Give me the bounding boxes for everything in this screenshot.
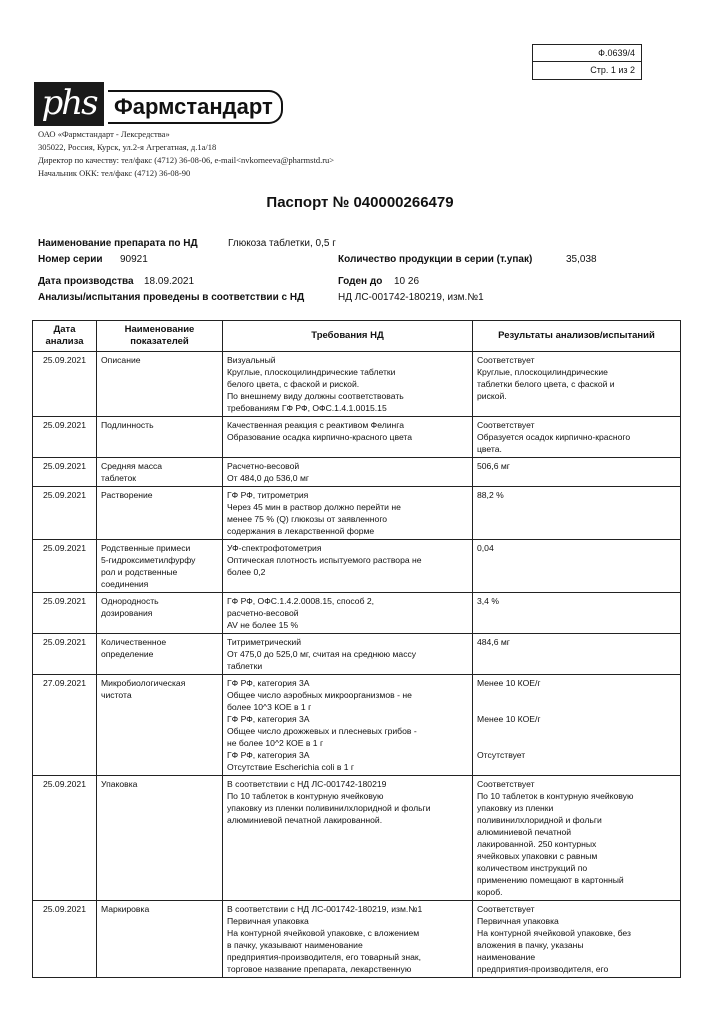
- cell-indicator-line: соединения: [101, 579, 149, 589]
- cell-indicator-line: Однородность: [101, 596, 159, 606]
- form-code: Ф.0639/4: [533, 45, 641, 62]
- cell-requirements-line: От 484,0 до 536,0 мг: [227, 473, 310, 483]
- analysis-table: [32, 320, 681, 978]
- cell-results-line: цвета.: [477, 444, 502, 454]
- cell-results: [473, 901, 681, 978]
- header-date: Дата анализа: [33, 321, 97, 352]
- cell-results-line: ячейковых упаковки с равным: [477, 851, 598, 861]
- cell-results-line: таблетки белого цвета, с фаской и: [477, 379, 615, 389]
- series-label: Номер серии: [38, 254, 103, 265]
- cell-requirements-line: По внешнему виду должны соответствовать: [227, 391, 404, 401]
- cell-results-line: Образуется осадок кирпично-красного: [477, 432, 631, 442]
- cell-results-line: 3,4 %: [477, 596, 499, 606]
- cell-results-line: Менее 10 КОЕ/г: [477, 714, 541, 724]
- cell-date-line: 25.09.2021: [42, 490, 86, 500]
- drug-value: Глюкоза таблетки, 0,5 г: [228, 238, 336, 249]
- cell-requirements-line: не более 10^2 КОЕ в 1 г: [227, 738, 324, 748]
- table-row: [33, 675, 681, 776]
- header-requirements: Требования НД: [223, 321, 473, 352]
- cell-requirements: [223, 540, 473, 593]
- cell-results-line: Первичная упаковка: [477, 916, 559, 926]
- cell-requirements: [223, 352, 473, 417]
- cell-requirements: [223, 675, 473, 776]
- cell-requirements-line: белого цвета, с фаской и риской.: [227, 379, 360, 389]
- cell-date: [33, 675, 97, 776]
- cell-results-line: количеством инструкций по: [477, 863, 588, 873]
- table-row: [33, 352, 681, 417]
- cell-results-line: предприятия-производителя, его: [477, 964, 609, 974]
- cell-date: [33, 487, 97, 540]
- cell-date: [33, 901, 97, 978]
- cell-results-line: Соответствует: [477, 904, 535, 914]
- cell-indicator-line: Описание: [101, 355, 141, 365]
- table-header-row: [33, 321, 681, 352]
- cell-indicator: [97, 675, 223, 776]
- cell-results-line: поливинилхлоридной и фольги: [477, 815, 602, 825]
- cell-requirements: [223, 593, 473, 634]
- table-row: [33, 487, 681, 540]
- cell-indicator-line: определение: [101, 649, 154, 659]
- cell-requirements-line: Оптическая плотность испытуемого раствора не: [227, 555, 422, 565]
- form-code-box: [532, 44, 642, 80]
- okk-contact: Начальник ОКК: тел/факс (4712) 36-08-90: [38, 168, 191, 178]
- cell-results-line: короб.: [477, 887, 503, 897]
- cell-indicator-line: Средняя масса: [101, 461, 163, 471]
- header-name: Наименование показателей: [97, 321, 223, 352]
- cell-results-line: Соответствует: [477, 420, 535, 430]
- cell-results: [473, 540, 681, 593]
- cell-results: [473, 776, 681, 901]
- company-logo: [34, 82, 273, 128]
- cell-indicator-line: 5-гидроксиметилфурфу: [101, 555, 196, 565]
- cell-results-line: Менее 10 КОЕ/г: [477, 678, 541, 688]
- cell-requirements-line: ГФ РФ, титрометрия: [227, 490, 309, 500]
- production-date-label: Дата производства: [38, 276, 134, 287]
- table-row: [33, 458, 681, 487]
- company-address: 305022, Россия, Курск, ул.2-я Агрегатная, д.1а/18: [38, 142, 217, 152]
- cell-indicator-line: дозирования: [101, 608, 153, 618]
- cell-date-line: 25.09.2021: [42, 420, 86, 430]
- expiry-label: Годен до: [338, 276, 383, 287]
- cell-results-line: 484,6 мг: [477, 637, 510, 647]
- cell-results: [473, 675, 681, 776]
- cell-requirements: [223, 776, 473, 901]
- cell-date-line: 25.09.2021: [42, 779, 86, 789]
- cell-requirements-line: ГФ РФ, категория 3А: [227, 750, 310, 760]
- cell-results-line: [477, 737, 676, 749]
- table-row: [33, 634, 681, 675]
- cell-indicator-line: Микробиологическая: [101, 678, 186, 688]
- cell-date-line: 25.09.2021: [42, 543, 86, 553]
- cell-results-line: Соответствует: [477, 355, 535, 365]
- cell-requirements-line: В соответствии с НД ЛС-001742-180219: [227, 779, 387, 789]
- cell-date: [33, 776, 97, 901]
- company-name: ОАО «Фармстандарт - Лексредства»: [38, 129, 170, 139]
- cell-results-line: лакированной. 250 контурных: [477, 839, 597, 849]
- cell-date-line: 25.09.2021: [42, 904, 86, 914]
- table-row: [33, 593, 681, 634]
- quantity-label: Количество продукции в серии (т.упак): [338, 254, 533, 265]
- cell-requirements-line: требованиям ГФ РФ, ОФС.1.4.1.0015.15: [227, 403, 387, 413]
- cell-indicator: [97, 540, 223, 593]
- cell-indicator: [97, 458, 223, 487]
- cell-requirements-line: От 475,0 до 525,0 мг, считая на среднюю массу: [227, 649, 417, 659]
- cell-results: [473, 593, 681, 634]
- series-value: 90921: [120, 254, 148, 265]
- cell-results: [473, 487, 681, 540]
- cell-results: [473, 352, 681, 417]
- cell-indicator: [97, 776, 223, 901]
- cell-requirements-line: менее 75 % (Q) глюкозы от заявленного: [227, 514, 388, 524]
- table-body: [33, 352, 681, 978]
- page-title: Паспорт № 040000266479: [266, 194, 454, 211]
- cell-results-line: 506,6 мг: [477, 461, 510, 471]
- logo-name: Фармстандарт: [108, 90, 283, 124]
- cell-results-line: [477, 689, 676, 701]
- cell-results-line: Соответствует: [477, 779, 535, 789]
- cell-date: [33, 352, 97, 417]
- cell-requirements-line: В соответствии с НД ЛС-001742-180219, изм.№1: [227, 904, 423, 914]
- cell-requirements-line: упаковку из пленки поливинилхлоридной и фольги: [227, 803, 431, 813]
- cell-date: [33, 634, 97, 675]
- drug-label: Наименование препарата по НД: [38, 238, 198, 249]
- cell-requirements-line: По 10 таблеток в контурную ячейковую: [227, 791, 384, 801]
- cell-date: [33, 540, 97, 593]
- cell-results-line: алюминиевой печатной: [477, 827, 572, 837]
- cell-requirements-line: более 10^3 КОЕ в 1 г: [227, 702, 312, 712]
- cell-requirements: [223, 417, 473, 458]
- cell-date-line: 25.09.2021: [42, 461, 86, 471]
- cell-results-line: наименование: [477, 952, 536, 962]
- cell-requirements-line: расчетно-весовой: [227, 608, 299, 618]
- cell-results: [473, 417, 681, 458]
- tests-label: Анализы/испытания проведены в соответствии с НД: [38, 292, 305, 303]
- cell-indicator-line: Подлинность: [101, 420, 154, 430]
- cell-requirements-line: ГФ РФ, категория 3А: [227, 714, 310, 724]
- cell-results-line: [477, 725, 676, 737]
- cell-indicator: [97, 487, 223, 540]
- cell-requirements-line: предприятия-производителя, его товарный знак,: [227, 952, 422, 962]
- cell-requirements-line: в пачку, указывают наименование: [227, 940, 363, 950]
- cell-indicator: [97, 352, 223, 417]
- cell-requirements-line: ГФ РФ, ОФС.1.4.2.0008.15, способ 2,: [227, 596, 375, 606]
- cell-results-line: По 10 таблеток в контурную ячейковую: [477, 791, 634, 801]
- cell-indicator-line: Растворение: [101, 490, 153, 500]
- cell-requirements-line: Расчетно-весовой: [227, 461, 300, 471]
- table-row: [33, 901, 681, 978]
- cell-requirements-line: УФ-спектрофотометрия: [227, 543, 322, 553]
- cell-requirements-line: Круглые, плоскоцилиндрические таблетки: [227, 367, 396, 377]
- cell-requirements: [223, 634, 473, 675]
- cell-indicator-line: Упаковка: [101, 779, 138, 789]
- cell-requirements: [223, 901, 473, 978]
- quantity-value: 35,038: [566, 254, 597, 265]
- cell-results-line: применению помещают в картонный: [477, 875, 624, 885]
- cell-requirements-line: таблетки: [227, 661, 263, 671]
- cell-requirements-line: Отсутствие Escherichia coli в 1 г: [227, 762, 355, 772]
- cell-requirements-line: Первичная упаковка: [227, 916, 309, 926]
- cell-date: [33, 417, 97, 458]
- cell-results-line: упаковку из пленки: [477, 803, 554, 813]
- cell-requirements-line: Общее число дрожжевых и плесневых грибов -: [227, 726, 417, 736]
- cell-indicator: [97, 901, 223, 978]
- cell-requirements-line: Через 45 мин в раствор должно перейти не: [227, 502, 401, 512]
- cell-requirements-line: содержания в лекарственной форме: [227, 526, 375, 536]
- cell-requirements-line: Качественная реакция с реактивом Фелинга: [227, 420, 404, 430]
- cell-indicator-line: Количественное: [101, 637, 167, 647]
- cell-requirements-line: Образование осадка кирпично-красного цвета: [227, 432, 413, 442]
- page-number: Стр. 1 из 2: [590, 65, 635, 75]
- logo-mark: phs: [34, 82, 104, 126]
- table-row: [33, 540, 681, 593]
- cell-requirements-line: На контурной ячейковой упаковке, с вложением: [227, 928, 420, 938]
- cell-requirements: [223, 458, 473, 487]
- header-results: Результаты анализов/испытаний: [473, 321, 681, 352]
- cell-date: [33, 593, 97, 634]
- cell-date-line: 25.09.2021: [42, 637, 86, 647]
- cell-requirements: [223, 487, 473, 540]
- cell-indicator: [97, 593, 223, 634]
- tests-value: НД ЛС-001742-180219, изм.№1: [338, 292, 484, 303]
- cell-indicator-line: таблеток: [101, 473, 137, 483]
- cell-date-line: 25.09.2021: [42, 596, 86, 606]
- cell-indicator: [97, 417, 223, 458]
- cell-date-line: 25.09.2021: [42, 355, 86, 365]
- director-contact: Директор по качеству: тел/факс (4712) 36-08-06, e-mail<nvkorneeva@pharmstd.ru>: [38, 155, 335, 165]
- cell-date: [33, 458, 97, 487]
- cell-requirements-line: Титриметрический: [227, 637, 302, 647]
- cell-requirements-line: AV не более 15 %: [227, 620, 299, 630]
- cell-results-line: 0,04: [477, 543, 494, 553]
- cell-indicator-line: Маркировка: [101, 904, 150, 914]
- cell-requirements-line: более 0,2: [227, 567, 266, 577]
- cell-requirements-line: ГФ РФ, категория 3А: [227, 678, 310, 688]
- production-date-value: 18.09.2021: [144, 276, 195, 287]
- cell-requirements-line: Общее число аэробных микроорганизмов - не: [227, 690, 412, 700]
- cell-results-line: риской.: [477, 391, 507, 401]
- cell-results-line: Отсутствует: [477, 750, 526, 760]
- cell-results: [473, 634, 681, 675]
- cell-results-line: [477, 701, 676, 713]
- cell-indicator-line: рол и родственные: [101, 567, 178, 577]
- cell-requirements-line: торговое название препарата, лекарственную: [227, 964, 412, 974]
- cell-results-line: Круглые, плоскоцилиндрические: [477, 367, 608, 377]
- cell-indicator-line: чистота: [101, 690, 132, 700]
- table-row: [33, 776, 681, 901]
- cell-results-line: На контурной ячейковой упаковке, без: [477, 928, 631, 938]
- table-row: [33, 417, 681, 458]
- cell-results-line: 88,2 %: [477, 490, 504, 500]
- cell-date-line: 27.09.2021: [42, 678, 86, 688]
- expiry-value: 10 26: [394, 276, 420, 287]
- cell-results-line: вложения в пачку, указаны: [477, 940, 584, 950]
- cell-results: [473, 458, 681, 487]
- cell-requirements-line: алюминиевой печатной лакированной.: [227, 815, 383, 825]
- cell-indicator-line: Родственные примеси: [101, 543, 191, 553]
- cell-indicator: [97, 634, 223, 675]
- cell-requirements-line: Визуальный: [227, 355, 276, 365]
